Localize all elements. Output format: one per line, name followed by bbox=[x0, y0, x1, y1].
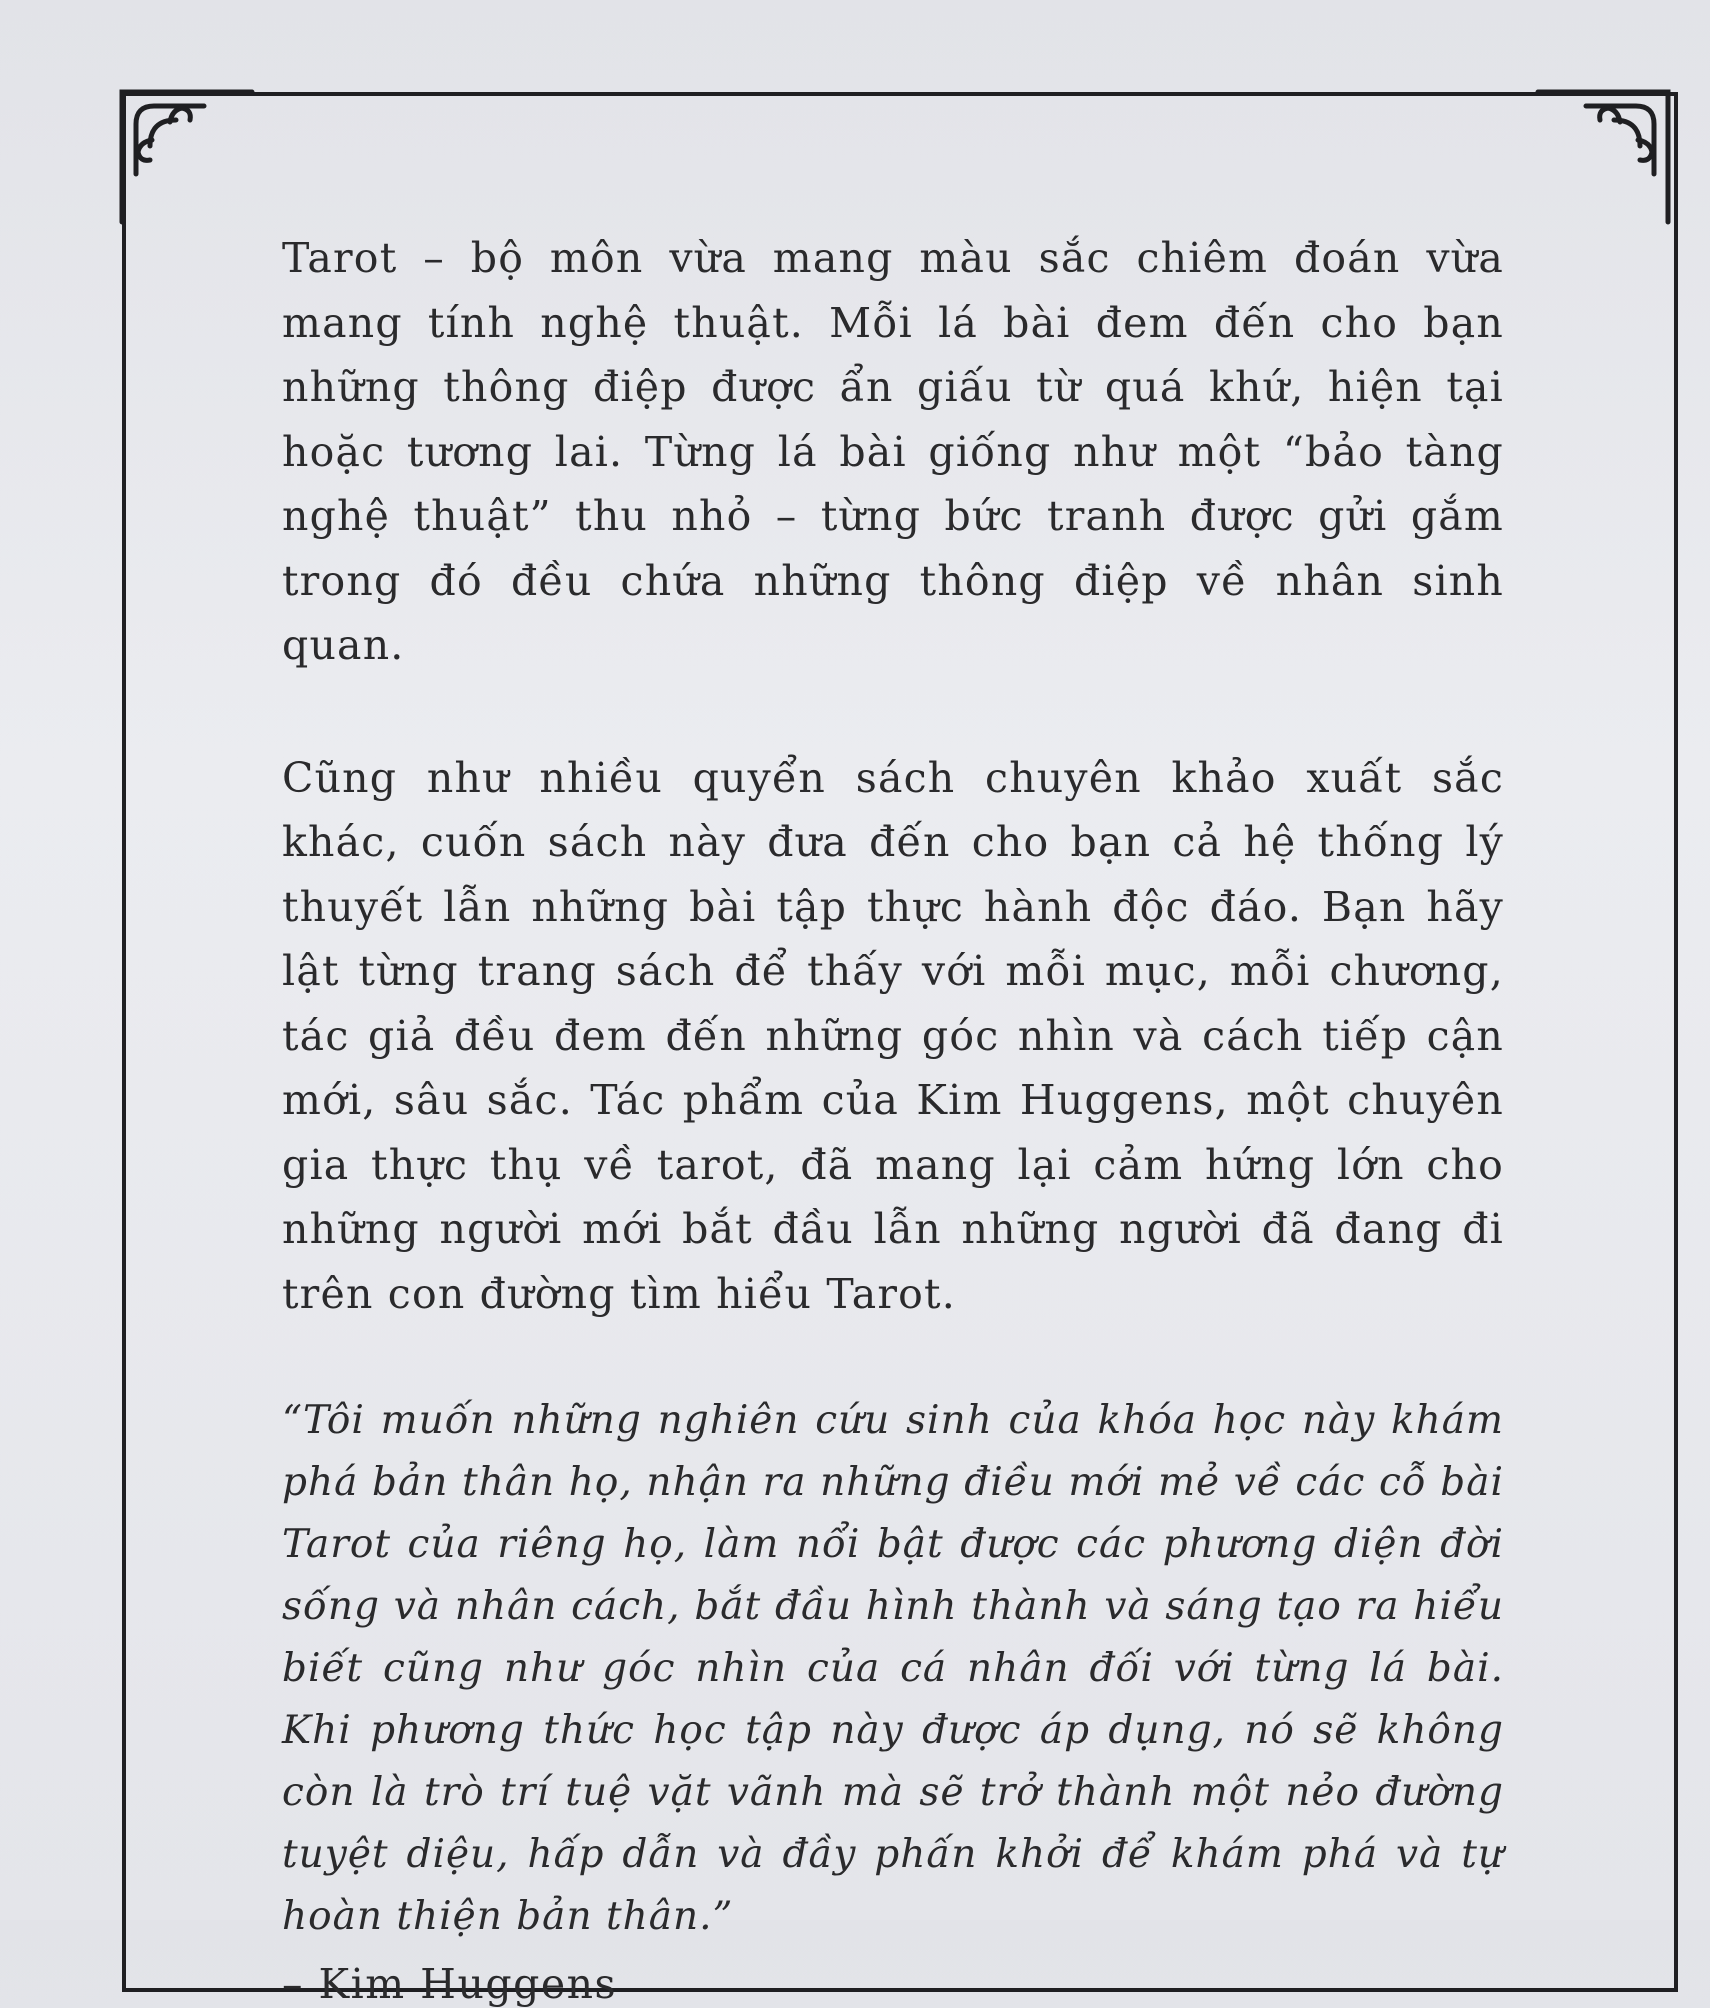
quote-attribution: – Kim Huggens bbox=[282, 1960, 618, 2008]
author-quote: “Tôi muốn những nghiên cứu sinh của khóa học này khám phá bản thân họ, nhận ra những điều mới mẻ về các cỗ bài Tarot của riêng họ, làm nổi bật được các phương diện đời sống và nhân cách, bắt đầu hình thành và sáng tạo ra hiểu biết cũng như góc nhìn của cá nhân đối với từng lá bài. Khi phương thức học tập này được áp dụng, nó sẽ không còn là trò trí tuệ vặt vãnh mà sẽ trở thành một nẻo đường tuyệt diệu, hấp dẫn và đầy phấn khởi để khám phá và tự hoàn thiện bản thân.” bbox=[282, 1398, 1504, 1939]
description-paragraph: Cũng như nhiều quyển sách chuyên khảo xuất sắc khác, cuốn sách này đưa đến cho bạn cả hệ thống lý thuyết lẫn những bài tập thực hành độc đáo. Bạn hãy lật từng trang sách để thấy với mỗi mục, mỗi chương, tác giả đều đem đến những góc nhìn và cách tiếp cận mới, sâu sắc. Tác phẩm của Kim Huggens, một chuyên gia thực thụ về tarot, đã mang lại cảm hứng lớn cho những người mới bắt đầu lẫn những người đã đang đi trên con đường tìm hiểu Tarot. bbox=[282, 753, 1504, 1318]
intro-paragraph: Tarot – bộ môn vừa mang màu sắc chiêm đoán vừa mang tính nghệ thuật. Mỗi lá bài đem đến cho bạn những thông điệp được ẩn giấu từ quá khứ, hiện tại hoặc tương lai. Từng lá bài giống như một “bảo tàng nghệ thuật” thu nhỏ – từng bức tranh được gửi gắm trong đó đều chứa những thông điệp về nhân sinh quan. bbox=[282, 234, 1504, 669]
corner-ornament-top-left bbox=[112, 82, 262, 232]
corner-ornament-top-right bbox=[1528, 82, 1678, 232]
page-content bbox=[282, 226, 1504, 2008]
